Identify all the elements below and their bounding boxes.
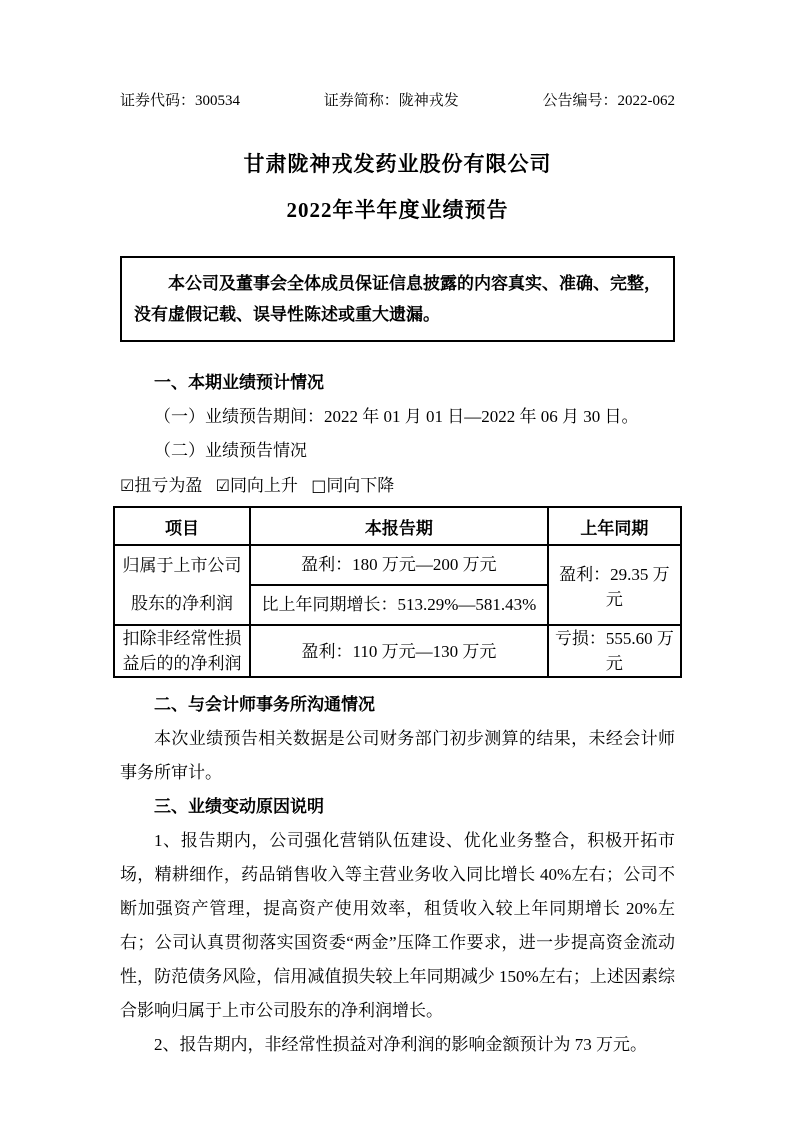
header-prior-period: 上年同期 [548,507,681,545]
report-subtitle: 2022年半年度业绩预告 [286,198,509,222]
cell-net-profit-item: 归属于上市公司股东的净利润 [114,545,250,625]
forecast-type-options [120,471,675,501]
header-current-period: 本报告期 [250,507,548,545]
reason-paragraph-2: 2、报告期内，非经常性损益对净利润的影响金额预计为 73 万元。 [154,1035,647,1054]
cell-deducted-profit-prior: 亏损：555.60 万元 [548,625,681,677]
performance-forecast-table [113,506,682,678]
section-2-heading: 二、与会计师事务所沟通情况 [154,695,375,714]
cell-net-profit-growth: 比上年同期增长：513.29%—581.43% [250,585,548,625]
forecast-situation-line: （二）业绩预告情况 [154,441,307,460]
checkbox-checked-icon: ☑ [120,476,135,495]
announcement-number: 公告编号：2022-062 [542,93,675,109]
section-3-heading: 三、业绩变动原因说明 [154,797,324,816]
disclaimer-box [120,256,675,342]
option-label: 同向上升 [229,476,298,495]
reason-paragraph-1: 1、报告期内，公司强化营销队伍建设、优化业务整合，积极开拓市场，精耕细作，药品销售收入等主营业务收入同比增长 40%左右；公司不断加强资产管理，提高资产使用效率，租赁收入较上年同期增长 20%左右；公司认真贯彻落实国资委“两金”压降工作要求，进一步提高资金流动性，防范债务风险，信用减值损失较上年同期减少 150%左右；上述因素综合影响归属于上市公司股东的净利润增长。 [120,831,675,1020]
table-header-row [114,507,681,545]
cell-net-profit-current: 盈利：180 万元—200 万元 [250,545,548,585]
header-item: 项目 [114,507,250,545]
option-label: 扭亏为盈 [134,476,203,495]
section-1-heading: 一、本期业绩预计情况 [154,373,324,392]
cell-deducted-profit-current: 盈利：110 万元—130 万元 [250,625,548,677]
option-label: 同向下降 [326,476,395,495]
option-same-direction-up [216,476,298,495]
disclaimer-text: 本公司及董事会全体成员保证信息披露的内容真实、准确、完整，没有虚假记载、误导性陈述或重大遗漏。 [134,274,661,324]
checkbox-checked-icon: ☑ [215,476,230,495]
cell-deducted-profit-item: 扣除非经常性损益后的的净利润 [114,625,250,677]
doc-header [120,90,675,112]
table-row [114,545,681,585]
option-same-direction-down [311,476,394,495]
forecast-period-line: （一）业绩预告期间：2022 年 01 月 01 日—2022 年 06 月 30 日。 [154,407,639,426]
cell-net-profit-prior: 盈利：29.35 万元 [548,545,681,625]
checkbox-unchecked-icon: □ [311,476,327,495]
option-turnaround-to-profit [120,476,202,495]
section-2-body: 本次业绩预告相关数据是公司财务部门初步测算的结果，未经会计师事务所审计。 [120,729,675,782]
company-title: 甘肃陇神戎发药业股份有限公司 [243,152,552,176]
stock-code: 证券代码：300534 [120,93,241,109]
stock-abbreviation: 证券简称：陇神戎发 [323,93,459,109]
table-row [114,625,681,677]
